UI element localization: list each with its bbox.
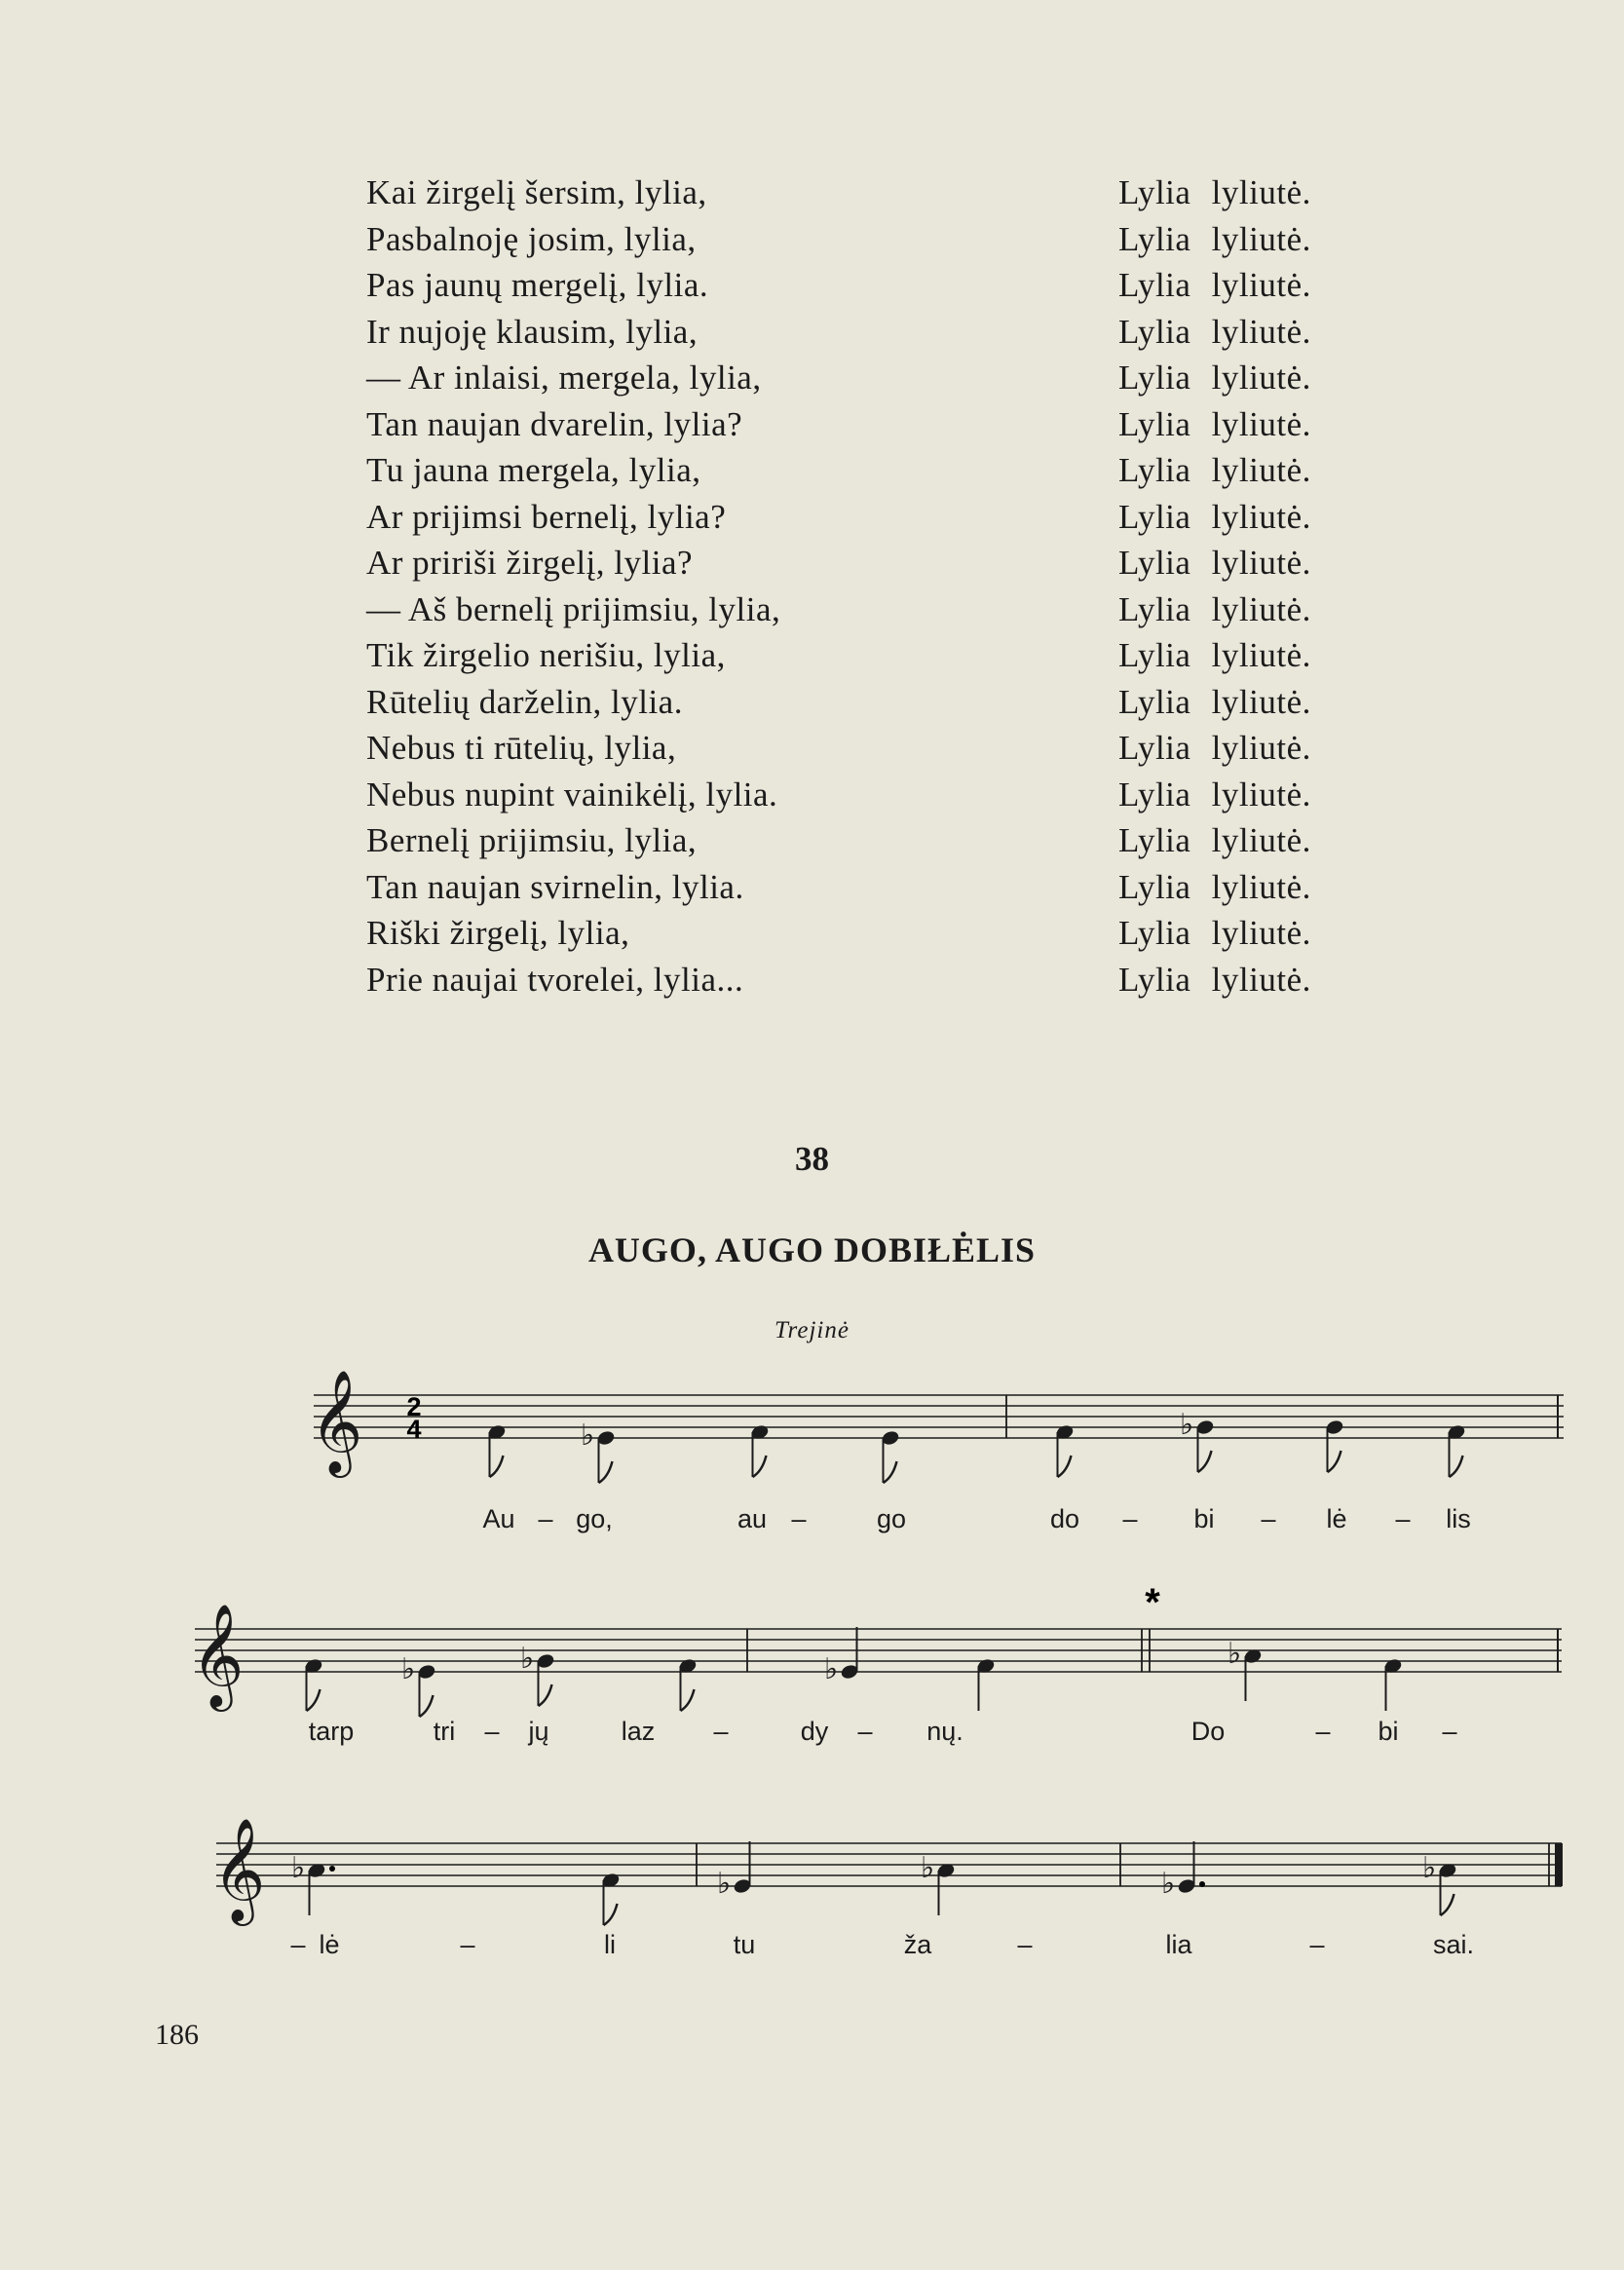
lyric-syllable: jų [528, 1717, 549, 1746]
flat-sign-icon: ♭ [1422, 1852, 1437, 1884]
lyric-syllable: au [736, 1504, 768, 1533]
lyric-syllable: li [604, 1930, 616, 1959]
verse-text: Tu jauna mergela, lylia, [366, 451, 701, 489]
refrain-text: Lylia lyliutė. [1118, 914, 1311, 952]
verse-text: Riški žirgelį, lylia, [366, 914, 630, 952]
lyric-syllable: – [1442, 1717, 1457, 1746]
verse-text: Nebus ti rūtelių, lylia, [366, 729, 677, 767]
flat-sign-icon: ♭ [520, 1643, 535, 1675]
lyric-syllable: nų. [926, 1717, 963, 1746]
note-flag [1198, 1451, 1212, 1472]
verse-text: Kai žirgelį šersim, lylia, [366, 173, 707, 211]
lyric-syllable: do [1049, 1504, 1080, 1533]
lyric-syllable: tu [733, 1930, 756, 1959]
flat-sign-icon: ♭ [581, 1419, 595, 1452]
lyric-syllable: Do [1190, 1717, 1226, 1746]
lyric-syllable: – [538, 1504, 553, 1533]
lyric-syllable: – [1309, 1930, 1325, 1959]
flat-sign-icon: ♭ [401, 1653, 416, 1685]
refrain-text: Lylia lyliutė. [1118, 266, 1311, 304]
verse-text: Prie naujai tvorelei, lylia... [366, 960, 744, 999]
lyric-syllable: – [791, 1504, 807, 1533]
flat-sign-icon: ♭ [1161, 1868, 1176, 1900]
lyric-syllable: – [1122, 1504, 1138, 1533]
verse-text: Tan naujan dvarelin, lylia? [366, 404, 743, 443]
lyric-syllable: tri [433, 1717, 456, 1746]
lyric-syllable: go [876, 1504, 907, 1533]
treble-clef-icon: 𝄞 [191, 1606, 245, 1705]
song-title: AUGO, AUGO DOBIŁĖLIS [587, 1230, 1037, 1269]
lyric-syllable: Au [482, 1504, 515, 1533]
refrain-text: Lylia lyliutė. [1118, 729, 1311, 767]
refrain-text: Lylia lyliutė. [1118, 497, 1311, 536]
lyric-syllable: lė [1326, 1504, 1347, 1533]
refrain-text: Lylia lyliutė. [1118, 404, 1311, 443]
lyric-syllable: go, [576, 1504, 613, 1533]
verse-text: Bernelį prijimsiu, lylia, [366, 821, 698, 859]
note-flag [307, 1689, 321, 1711]
lyric-syllable: – [1017, 1930, 1033, 1959]
treble-clef-icon: 𝄞 [212, 1820, 266, 1919]
refrain-text: Lylia lyliutė. [1118, 775, 1311, 813]
flat-sign-icon: ♭ [717, 1868, 732, 1900]
augmentation-dot [329, 1866, 335, 1872]
flat-sign-icon: ♭ [291, 1852, 306, 1884]
note-flag [753, 1456, 767, 1477]
verse-text: Rūtelių darželin, lylia. [366, 682, 683, 721]
lyric-syllable: – [484, 1717, 500, 1746]
lyric-syllable: – [1261, 1504, 1276, 1533]
lyric-syllable: – [1395, 1504, 1411, 1533]
refrain-text: Lylia lyliutė. [1118, 589, 1311, 628]
refrain-text: Lylia lyliutė. [1118, 821, 1311, 859]
final-barline-thick [1555, 1843, 1563, 1886]
verse-text: Nebus nupint vainikėlį, lylia. [366, 775, 778, 813]
flat-sign-icon: ♭ [1180, 1409, 1194, 1441]
note-flag [1450, 1456, 1463, 1477]
lyric-syllable: bi [1378, 1717, 1399, 1746]
note-flag [1058, 1456, 1072, 1477]
refrain-text: Lylia lyliutė. [1118, 682, 1311, 721]
breath-mark-asterisk: * [1145, 1581, 1160, 1624]
lyric-syllable: sai. [1432, 1930, 1475, 1959]
flat-sign-icon: ♭ [824, 1653, 839, 1685]
refrain-text: Lylia lyliutė. [1118, 960, 1311, 999]
refrain-text: Lylia lyliutė. [1118, 359, 1311, 397]
song-number: 38 [795, 1140, 829, 1178]
lyric-syllable: – [460, 1930, 475, 1959]
verse-text: Ar pririši žirgelį, lylia? [366, 544, 694, 582]
lyric-syllable: lia [1165, 1930, 1192, 1959]
lyric-syllable: – [857, 1717, 873, 1746]
lyric-syllable: laz [621, 1717, 656, 1746]
song-tempo-marking: Trejinė [774, 1317, 850, 1343]
refrain-text: Lylia lyliutė. [1118, 544, 1311, 582]
verse-text: Ir nujoję klausim, lylia, [366, 312, 699, 351]
flat-sign-icon: ♭ [1227, 1638, 1242, 1670]
lyric-syllable: bi [1193, 1504, 1215, 1533]
lyric-syllable: ža [903, 1930, 932, 1959]
lyric-syllable: tarp [308, 1717, 355, 1746]
verse-text: — Aš bernelį prijimsiu, lylia, [366, 589, 781, 628]
note-flag [490, 1456, 504, 1477]
lyric-syllable: – [713, 1717, 729, 1746]
time-signature-bottom: 4 [406, 1415, 422, 1444]
refrain-text: Lylia lyliutė. [1118, 173, 1311, 211]
note-flag [599, 1461, 613, 1483]
refrain-text: Lylia lyliutė. [1118, 636, 1311, 674]
verse-text: Pasbalnoję josim, lylia, [366, 219, 697, 258]
verse-text: Tan naujan svirnelin, lylia. [366, 867, 744, 906]
lyric-syllable: dy [800, 1717, 829, 1746]
augmentation-dot [1199, 1881, 1205, 1887]
lyric-syllable: – [290, 1930, 306, 1959]
verse-text: — Ar inlaisi, mergela, lylia, [366, 359, 762, 397]
note-flag [884, 1461, 897, 1483]
note-flag [420, 1695, 434, 1717]
note-flag [1328, 1451, 1341, 1472]
refrain-text: Lylia lyliutė. [1118, 867, 1311, 906]
refrain-text: Lylia lyliutė. [1118, 219, 1311, 258]
verse-text: Tik žirgelio nerišiu, lylia, [366, 636, 726, 674]
note-flag [539, 1684, 552, 1706]
note-flag [1441, 1894, 1454, 1915]
lyric-syllable: lis [1446, 1504, 1471, 1533]
lyric-syllable: – [1315, 1717, 1331, 1746]
verse-text: Pas jaunų mergelį, lylia. [366, 266, 709, 304]
refrain-text: Lylia lyliutė. [1118, 451, 1311, 489]
lyric-syllable: lė [319, 1930, 340, 1959]
time-signature-top: 2 [406, 1392, 422, 1421]
refrain-text: Lylia lyliutė. [1118, 312, 1311, 351]
verse-text: Ar prijimsi bernelį, lylia? [366, 497, 727, 536]
note-flag [604, 1904, 618, 1925]
page-number: 186 [155, 2019, 199, 2051]
note-flag [681, 1689, 695, 1711]
flat-sign-icon: ♭ [921, 1852, 935, 1884]
treble-clef-icon: 𝄞 [310, 1372, 363, 1471]
